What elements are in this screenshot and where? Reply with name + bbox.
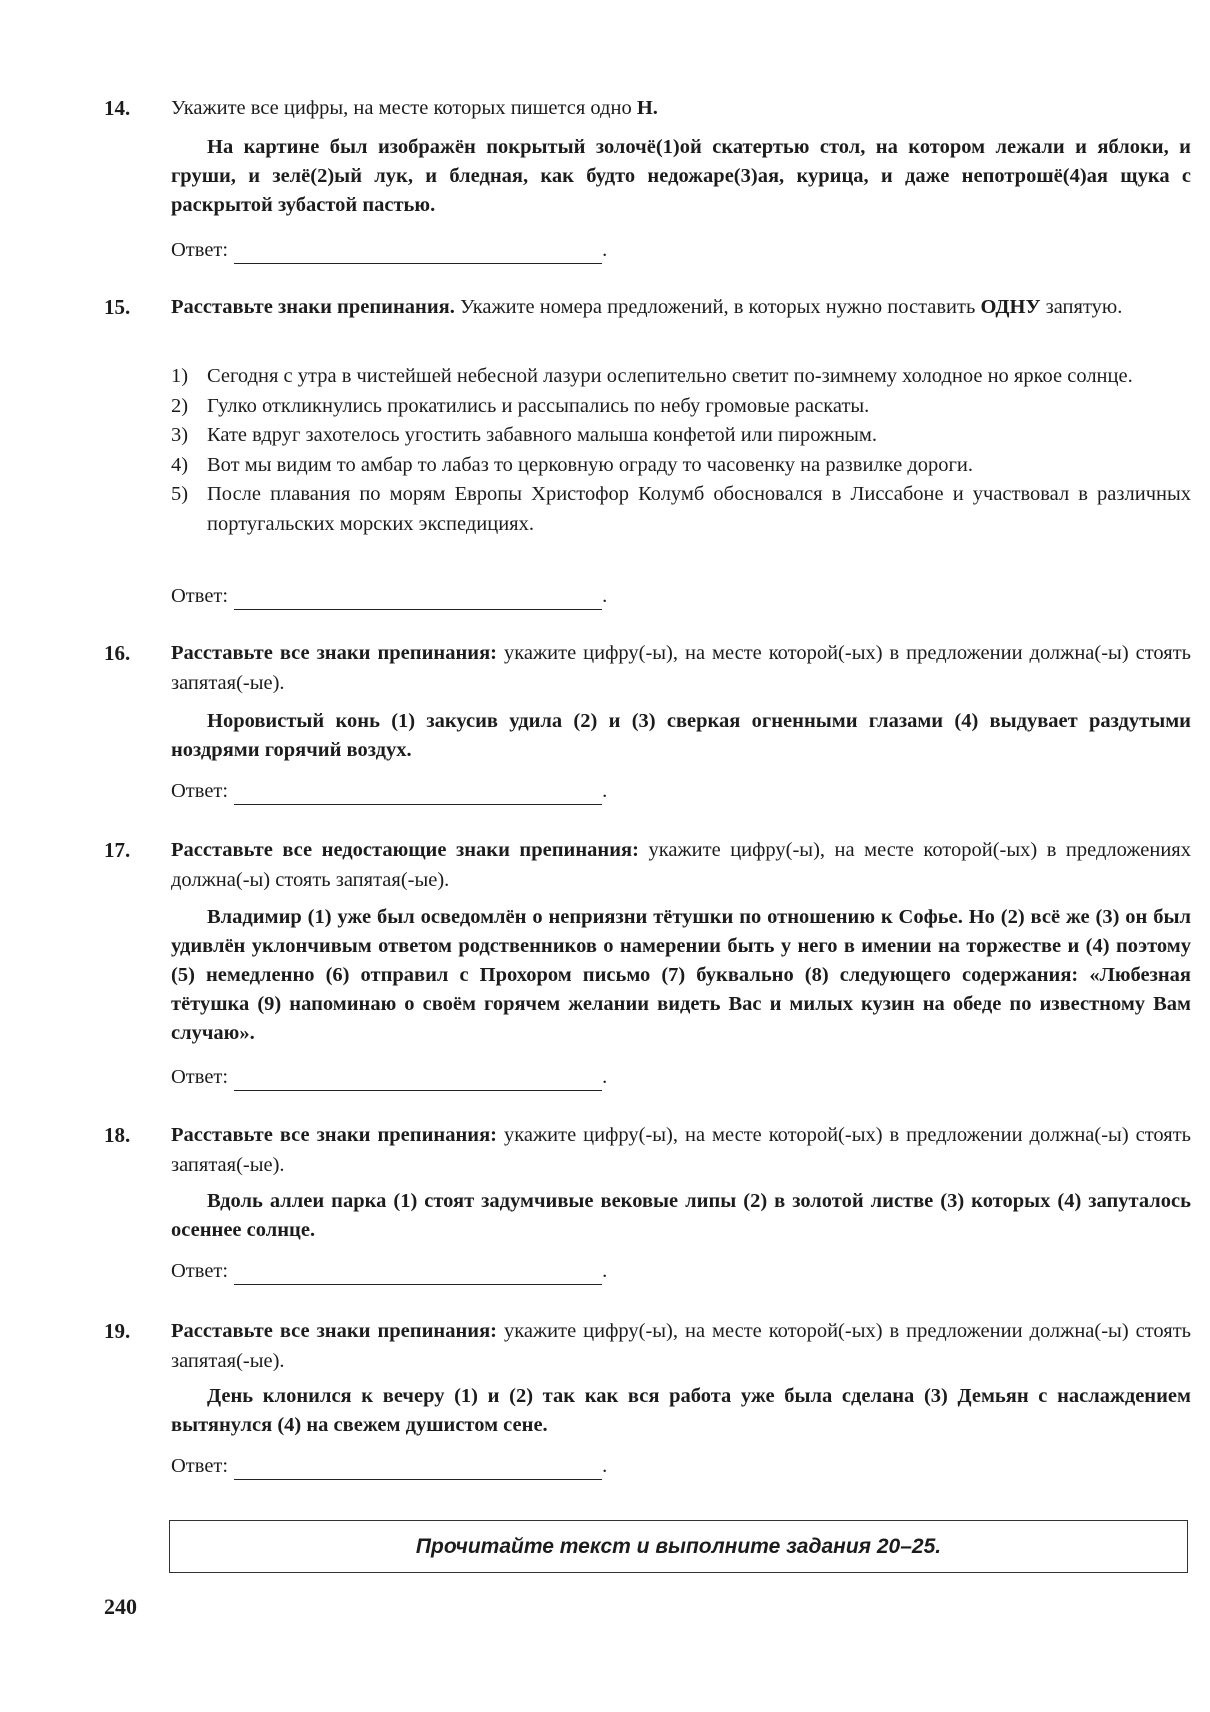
option-item: 3) Кате вдруг захотелось угостить забавного малыша конфетой или пирожным. bbox=[171, 424, 877, 446]
answer-row: Ответ: . bbox=[171, 582, 607, 610]
option-item: 5) После плавания по морям Европы Христофор Колумб обосновался в Лиссабоне и участвовал в различных португальских морских экспедициях. bbox=[171, 483, 1191, 535]
task-sentence: Владимир (1) уже был осведомлён о неприязни тётушки по отношению к Софье. Но (2) всё же (3) он был удивлён уклончивым ответом родственников о намерении быть у него в имении на торжестве и (4) поэтому (5) немедленно (6) отправил с Прохором письмо (7) буквально (8) следующего содержания: «Любезная тётушка (9) напоминаю о своём горячем желании видеть Вас и милых кузин на обеде по известному Вам случаю». bbox=[171, 906, 1191, 1044]
page-number: 240 bbox=[104, 1594, 137, 1619]
answer-field[interactable] bbox=[234, 587, 602, 610]
task-prompt: Расставьте знаки препинания. Укажите номера предложений, в которых нужно поставить ОДНУ запятую. bbox=[171, 296, 1123, 318]
task-number: 16. bbox=[104, 641, 131, 665]
answer-row: Ответ: . bbox=[171, 1452, 607, 1480]
option-item: 2) Гулко откликнулись прокатились и рассыпались по небу громовые раскаты. bbox=[171, 394, 870, 417]
task-number: 14. bbox=[104, 96, 131, 120]
answer-row: Ответ: . bbox=[171, 1257, 607, 1285]
answer-field[interactable] bbox=[234, 782, 602, 805]
task-prompt: Укажите все цифры, на месте которых пишется одно Н. bbox=[171, 97, 658, 119]
answer-row: Ответ: . bbox=[171, 777, 607, 805]
option-item: 1) Сегодня с утра в чистейшей небесной лазури ослепительно светит по-зимнему холодное но яркое солнце. bbox=[171, 365, 1133, 387]
answer-field[interactable] bbox=[234, 1457, 602, 1480]
task-prompt: Расставьте все знаки препинания: укажите цифру(-ы), на месте которой(-ых) в предложении должна(-ы) стоять запятая(-ые). bbox=[171, 1124, 1192, 1176]
answer-row: Ответ: . bbox=[171, 236, 607, 264]
task-number: 17. bbox=[104, 838, 131, 862]
task-number: 19. bbox=[104, 1319, 131, 1343]
answer-field[interactable] bbox=[234, 241, 602, 264]
task-number: 15. bbox=[104, 295, 131, 319]
info-box: Прочитайте текст и выполните задания 20–25. bbox=[169, 1520, 1188, 1573]
option-item: 4) Вот мы видим то амбар то лабаз то церковную ограду то часовенку на развилке дороги. bbox=[171, 453, 974, 476]
task-sentence: На картине был изображён покрытый золочё(1)ой скатертью стол, на котором лежали и яблоки, и груши, и зелё(2)ый лук, и бледная, как будто недожаре(3)ая, курица, и даже непотрошё(4)ая щука с раскрытой зубастой пастью. bbox=[171, 136, 1191, 216]
task-sentence: День клонился к вечеру (1) и (2) так как вся работа уже была сделана (3) Демьян с наслаждением вытянулся (4) на свежем душистом сене. bbox=[171, 1385, 1191, 1436]
task-sentence: Вдоль аллеи парка (1) стоят задумчивые вековые липы (2) в золотой листве (3) которых (4) запуталось осеннее солнце. bbox=[171, 1190, 1191, 1241]
options-list bbox=[171, 362, 1191, 539]
task-prompt: Расставьте все знаки препинания: укажите цифру(-ы), на месте которой(-ых) в предложении должна(-ы) стоять запятая(-ые). bbox=[171, 642, 1192, 694]
task-sentence: Норовистый конь (1) закусив удила (2) и (3) сверкая огненными глазами (4) выдувает раздутыми ноздрями горячий воздух. bbox=[171, 710, 1191, 761]
answer-field[interactable] bbox=[234, 1068, 602, 1091]
task-prompt: Расставьте все знаки препинания: укажите цифру(-ы), на месте которой(-ых) в предложении должна(-ы) стоять запятая(-ые). bbox=[171, 1320, 1192, 1372]
answer-field[interactable] bbox=[234, 1262, 602, 1285]
task-number: 18. bbox=[104, 1123, 131, 1147]
answer-row: Ответ: . bbox=[171, 1063, 607, 1091]
task-prompt: Расставьте все недостающие знаки препинания: укажите цифру(-ы), на месте которой(-ых) в предложениях должна(-ы) стоять запятая(-ые). bbox=[171, 839, 1191, 891]
